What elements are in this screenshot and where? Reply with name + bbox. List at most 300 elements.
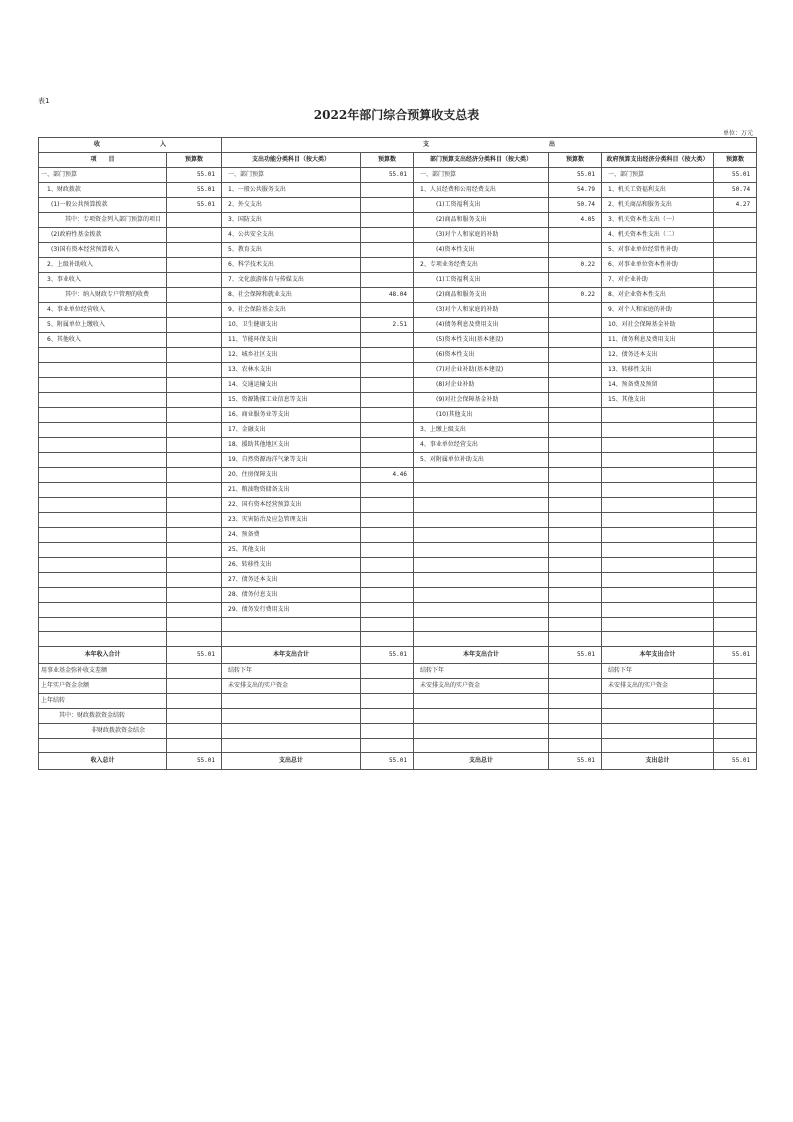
budget-value-cell: [167, 573, 222, 588]
item-label-cell: 支出总计: [222, 753, 361, 770]
item-label-cell: [39, 513, 167, 528]
column-header-row: [39, 153, 757, 168]
unit-label: 单位：万元: [722, 130, 753, 137]
budget-value-cell: [167, 632, 222, 646]
table-row: [39, 543, 757, 558]
table-tag: 表1: [38, 97, 50, 105]
budget-value-cell: [361, 723, 414, 738]
budget-value-cell: [714, 258, 757, 273]
item-label-cell: 一、部门预算: [414, 168, 549, 183]
item-label-cell: [414, 528, 549, 543]
budget-value-cell: [714, 618, 757, 632]
item-label-cell: 本年支出合计: [602, 646, 714, 663]
item-label-cell: 一、部门预算: [39, 168, 167, 183]
item-label-cell: [414, 708, 549, 723]
item-label-cell: (8)对企业补助: [414, 378, 549, 393]
table-row: [39, 408, 757, 423]
budget-value-cell: [549, 348, 602, 363]
table-row: [39, 258, 757, 273]
item-label-cell: 非财政拨款资金结余: [39, 723, 167, 738]
item-label-cell: 未安排支出的实户资金: [222, 678, 361, 693]
item-label-cell: [222, 693, 361, 708]
item-label-cell: 29、债务发行费用支出: [222, 603, 361, 618]
col-func-header: 支出功能分类科目（按大类）: [222, 153, 361, 168]
budget-value-cell: 55.01: [361, 168, 414, 183]
item-label-cell: [602, 693, 714, 708]
budget-value-cell: [361, 198, 414, 213]
budget-value-cell: [714, 723, 757, 738]
budget-value-cell: [549, 438, 602, 453]
table-row: [39, 663, 757, 678]
budget-value-cell: 2.51: [361, 318, 414, 333]
table-row: [39, 273, 757, 288]
item-label-cell: 1、人员经费和公用经费支出: [414, 183, 549, 198]
item-label-cell: 24、预备费: [222, 528, 361, 543]
budget-value-cell: [361, 363, 414, 378]
budget-value-cell: [714, 363, 757, 378]
budget-value-cell: [549, 708, 602, 723]
budget-value-cell: [167, 513, 222, 528]
budget-table: [38, 137, 757, 770]
budget-value-cell: [361, 498, 414, 513]
budget-value-cell: [361, 408, 414, 423]
budget-value-cell: [167, 738, 222, 752]
budget-value-cell: [714, 453, 757, 468]
budget-value-cell: [167, 273, 222, 288]
table-row: [39, 333, 757, 348]
budget-value-cell: [549, 632, 602, 646]
item-label-cell: [602, 528, 714, 543]
budget-value-cell: [167, 363, 222, 378]
budget-value-cell: [714, 632, 757, 646]
item-label-cell: 22、国有资本经营预算支出: [222, 498, 361, 513]
expense-group-header: 支 出: [222, 138, 757, 153]
item-label-cell: [222, 708, 361, 723]
table-row: [39, 213, 757, 228]
col-gov-econ-header: 政府预算支出经济分类科目（按大类）: [602, 153, 714, 168]
budget-value-cell: [549, 273, 602, 288]
table-row: [39, 723, 757, 738]
item-label-cell: 1、机关工资福利支出: [602, 183, 714, 198]
item-label-cell: 12、城乡社区支出: [222, 348, 361, 363]
budget-value-cell: [714, 348, 757, 363]
budget-value-cell: [167, 528, 222, 543]
budget-value-cell: [714, 603, 757, 618]
col-budget-header: 预算数: [549, 153, 602, 168]
item-label-cell: [414, 588, 549, 603]
budget-value-cell: [361, 333, 414, 348]
item-label-cell: 5、对事业单位经常性补助: [602, 243, 714, 258]
col-budget-header: 预算数: [714, 153, 757, 168]
item-label-cell: [39, 483, 167, 498]
budget-value-cell: [714, 498, 757, 513]
item-label-cell: [602, 453, 714, 468]
budget-value-cell: [714, 378, 757, 393]
budget-value-cell: [361, 663, 414, 678]
budget-value-cell: [167, 693, 222, 708]
item-label-cell: 28、债务付息支出: [222, 588, 361, 603]
item-label-cell: 11、节能环保支出: [222, 333, 361, 348]
table-row: [39, 303, 757, 318]
table-row: [39, 603, 757, 618]
item-label-cell: [39, 528, 167, 543]
col-item-header: 项 目: [39, 153, 167, 168]
item-label-cell: [602, 468, 714, 483]
budget-value-cell: [361, 303, 414, 318]
budget-value-cell: [361, 348, 414, 363]
item-label-cell: [222, 618, 361, 632]
item-label-cell: [602, 438, 714, 453]
budget-value-cell: 55.01: [714, 753, 757, 770]
item-label-cell: 7、文化旅游体育与传媒支出: [222, 273, 361, 288]
table-row: [39, 288, 757, 303]
budget-value-cell: 55.01: [714, 168, 757, 183]
item-label-cell: [602, 573, 714, 588]
table-row: [39, 618, 757, 632]
budget-value-cell: [361, 738, 414, 752]
item-label-cell: 其中：纳入财政专户管理的收费: [39, 288, 167, 303]
table-row: [39, 423, 757, 438]
item-label-cell: [602, 498, 714, 513]
budget-value-cell: [549, 543, 602, 558]
col-dept-econ-header: 部门预算支出经济分类科目（按大类）: [414, 153, 549, 168]
table-row: [39, 483, 757, 498]
item-label-cell: 2、机关商品和服务支出: [602, 198, 714, 213]
budget-value-cell: [167, 258, 222, 273]
budget-value-cell: [167, 603, 222, 618]
budget-value-cell: [361, 213, 414, 228]
budget-value-cell: [549, 318, 602, 333]
budget-value-cell: [167, 423, 222, 438]
item-label-cell: [602, 618, 714, 632]
budget-value-cell: 48.04: [361, 288, 414, 303]
item-label-cell: [39, 738, 167, 752]
item-label-cell: 13、转移性支出: [602, 363, 714, 378]
budget-value-cell: [714, 543, 757, 558]
table-row: [39, 348, 757, 363]
budget-value-cell: 55.01: [714, 646, 757, 663]
budget-value-cell: [167, 318, 222, 333]
budget-value-cell: [167, 348, 222, 363]
item-label-cell: 2、专项业务经费支出: [414, 258, 549, 273]
item-label-cell: [414, 632, 549, 646]
budget-value-cell: 54.79: [549, 183, 602, 198]
budget-value-cell: [167, 543, 222, 558]
item-label-cell: 一、部门预算: [222, 168, 361, 183]
table-row: [39, 588, 757, 603]
item-label-cell: (2)政府性基金拨款: [39, 228, 167, 243]
item-label-cell: 23、灾害防治及应急管理支出: [222, 513, 361, 528]
item-label-cell: 20、住房保障支出: [222, 468, 361, 483]
budget-value-cell: [361, 513, 414, 528]
budget-value-cell: [361, 588, 414, 603]
budget-value-cell: [549, 528, 602, 543]
budget-value-cell: [714, 288, 757, 303]
budget-value-cell: [549, 423, 602, 438]
item-label-cell: [39, 632, 167, 646]
table-row: [39, 183, 757, 198]
item-label-cell: [602, 588, 714, 603]
budget-value-cell: [167, 303, 222, 318]
budget-value-cell: [361, 528, 414, 543]
item-label-cell: 支出总计: [602, 753, 714, 770]
budget-value-cell: [361, 632, 414, 646]
table-row: [39, 453, 757, 468]
item-label-cell: [414, 738, 549, 752]
budget-value-cell: [714, 588, 757, 603]
budget-value-cell: [549, 678, 602, 693]
grand-total-row: [39, 753, 757, 770]
item-label-cell: 结转下年: [222, 663, 361, 678]
item-label-cell: [602, 513, 714, 528]
item-label-cell: [414, 693, 549, 708]
item-label-cell: (3)国有资本经营预算收入: [39, 243, 167, 258]
budget-value-cell: [714, 708, 757, 723]
budget-value-cell: [549, 483, 602, 498]
table-row: [39, 528, 757, 543]
budget-value-cell: [361, 228, 414, 243]
item-label-cell: [39, 618, 167, 632]
budget-value-cell: [549, 618, 602, 632]
item-label-cell: [39, 603, 167, 618]
budget-value-cell: [714, 273, 757, 288]
budget-value-cell: [167, 378, 222, 393]
item-label-cell: 9、社会保险基金支出: [222, 303, 361, 318]
item-label-cell: (10)其他支出: [414, 408, 549, 423]
item-label-cell: 8、社会保障和就业支出: [222, 288, 361, 303]
item-label-cell: [39, 498, 167, 513]
item-label-cell: 上年实户资金余额: [39, 678, 167, 693]
budget-value-cell: [361, 573, 414, 588]
item-label-cell: [39, 468, 167, 483]
budget-value-cell: 55.01: [167, 646, 222, 663]
budget-value-cell: [714, 738, 757, 752]
budget-value-cell: 4.27: [714, 198, 757, 213]
item-label-cell: 10、卫生健康支出: [222, 318, 361, 333]
budget-value-cell: [714, 513, 757, 528]
table-row: [39, 738, 757, 752]
budget-value-cell: 0.22: [549, 258, 602, 273]
budget-value-cell: [167, 213, 222, 228]
table-row: [39, 513, 757, 528]
item-label-cell: (1)工资福利支出: [414, 198, 549, 213]
budget-value-cell: [549, 303, 602, 318]
budget-value-cell: [549, 738, 602, 752]
item-label-cell: [39, 363, 167, 378]
item-label-cell: [602, 543, 714, 558]
budget-value-cell: [361, 678, 414, 693]
budget-value-cell: [549, 453, 602, 468]
item-label-cell: 6、其他收入: [39, 333, 167, 348]
item-label-cell: 4、事业单位经营收入: [39, 303, 167, 318]
item-label-cell: [39, 558, 167, 573]
item-label-cell: 2、上级补助收入: [39, 258, 167, 273]
item-label-cell: [602, 723, 714, 738]
item-label-cell: 5、附属单位上缴收入: [39, 318, 167, 333]
item-label-cell: [39, 543, 167, 558]
budget-value-cell: [714, 408, 757, 423]
item-label-cell: 本年支出合计: [414, 646, 549, 663]
table-row: [39, 198, 757, 213]
table-row: [39, 678, 757, 693]
budget-value-cell: [714, 468, 757, 483]
item-label-cell: 2、外交支出: [222, 198, 361, 213]
budget-value-cell: 55.01: [361, 753, 414, 770]
budget-value-cell: [714, 228, 757, 243]
budget-value-cell: [361, 378, 414, 393]
budget-value-cell: [167, 618, 222, 632]
item-label-cell: 4、机关资本性支出（二）: [602, 228, 714, 243]
item-label-cell: [39, 573, 167, 588]
item-label-cell: 5、教育支出: [222, 243, 361, 258]
item-label-cell: [39, 588, 167, 603]
budget-value-cell: 55.01: [167, 753, 222, 770]
item-label-cell: (2)商品和服务支出: [414, 213, 549, 228]
table-row: [39, 168, 757, 183]
item-label-cell: 1、一般公共服务支出: [222, 183, 361, 198]
budget-value-cell: [714, 393, 757, 408]
budget-value-cell: [549, 243, 602, 258]
table-row: [39, 243, 757, 258]
item-label-cell: 4、公共安全支出: [222, 228, 361, 243]
table-row: [39, 558, 757, 573]
budget-value-cell: [361, 423, 414, 438]
item-label-cell: [39, 453, 167, 468]
item-label-cell: [414, 468, 549, 483]
table-row: [39, 573, 757, 588]
budget-value-cell: [549, 693, 602, 708]
budget-value-cell: [167, 723, 222, 738]
budget-value-cell: [167, 588, 222, 603]
item-label-cell: [39, 348, 167, 363]
item-label-cell: 本年支出合计: [222, 646, 361, 663]
budget-value-cell: [549, 468, 602, 483]
item-label-cell: 5、对附属单位补助支出: [414, 453, 549, 468]
item-label-cell: [222, 632, 361, 646]
budget-value-cell: [714, 693, 757, 708]
item-label-cell: 8、对企业资本性支出: [602, 288, 714, 303]
item-label-cell: 10、对社会保障基金补助: [602, 318, 714, 333]
item-label-cell: [39, 378, 167, 393]
budget-value-cell: [361, 708, 414, 723]
budget-value-cell: [167, 228, 222, 243]
budget-value-cell: 50.74: [714, 183, 757, 198]
group-header-row: [39, 138, 757, 153]
item-label-cell: [602, 408, 714, 423]
budget-value-cell: [714, 333, 757, 348]
item-label-cell: 用事业基金弥补收支差额: [39, 663, 167, 678]
item-label-cell: (1)一般公共预算拨款: [39, 198, 167, 213]
budget-value-cell: [167, 453, 222, 468]
budget-value-cell: [361, 453, 414, 468]
budget-value-cell: [361, 183, 414, 198]
budget-value-cell: [549, 498, 602, 513]
item-label-cell: (4)资本性支出: [414, 243, 549, 258]
item-label-cell: [414, 543, 549, 558]
table-row: [39, 693, 757, 708]
budget-value-cell: 55.01: [167, 168, 222, 183]
budget-value-cell: [714, 558, 757, 573]
item-label-cell: 上年结转: [39, 693, 167, 708]
item-label-cell: 26、转移性支出: [222, 558, 361, 573]
budget-value-cell: [549, 408, 602, 423]
item-label-cell: [39, 438, 167, 453]
item-label-cell: [39, 408, 167, 423]
budget-value-cell: [167, 483, 222, 498]
item-label-cell: 一、部门预算: [602, 168, 714, 183]
item-label-cell: 3、事业收入: [39, 273, 167, 288]
item-label-cell: 11、债务利息及费用支出: [602, 333, 714, 348]
item-label-cell: [39, 423, 167, 438]
budget-value-cell: [549, 378, 602, 393]
item-label-cell: 3、国防支出: [222, 213, 361, 228]
table-row: [39, 632, 757, 646]
table-row: [39, 378, 757, 393]
budget-value-cell: [714, 213, 757, 228]
item-label-cell: [222, 723, 361, 738]
item-label-cell: 收入总计: [39, 753, 167, 770]
item-label-cell: [602, 738, 714, 752]
item-label-cell: 14、预备费及预留: [602, 378, 714, 393]
budget-value-cell: [549, 588, 602, 603]
budget-value-cell: [167, 243, 222, 258]
col-budget-header: 预算数: [361, 153, 414, 168]
year-total-row: [39, 646, 757, 663]
budget-value-cell: [549, 393, 602, 408]
item-label-cell: [414, 573, 549, 588]
item-label-cell: (3)对个人和家庭的补助: [414, 303, 549, 318]
table-row: [39, 228, 757, 243]
item-label-cell: 21、粮油物资储备支出: [222, 483, 361, 498]
budget-value-cell: [361, 603, 414, 618]
table-row: [39, 468, 757, 483]
item-label-cell: 结转下年: [602, 663, 714, 678]
item-label-cell: 6、科学技术支出: [222, 258, 361, 273]
item-label-cell: 其中：财政拨款资金结转: [39, 708, 167, 723]
item-label-cell: 7、对企业补助: [602, 273, 714, 288]
item-label-cell: [414, 498, 549, 513]
budget-value-cell: [167, 468, 222, 483]
budget-value-cell: [549, 573, 602, 588]
item-label-cell: 17、金融支出: [222, 423, 361, 438]
budget-value-cell: [361, 273, 414, 288]
page-title: 2022年部门综合预算收支总表: [313, 108, 480, 122]
budget-value-cell: [549, 333, 602, 348]
item-label-cell: 3、上缴上级支出: [414, 423, 549, 438]
item-label-cell: 18、援助其他地区支出: [222, 438, 361, 453]
budget-value-cell: [361, 543, 414, 558]
budget-value-cell: [361, 438, 414, 453]
budget-value-cell: [361, 618, 414, 632]
table-row: [39, 318, 757, 333]
budget-value-cell: [167, 288, 222, 303]
budget-value-cell: [167, 498, 222, 513]
budget-value-cell: [361, 243, 414, 258]
budget-value-cell: [549, 723, 602, 738]
table-row: [39, 438, 757, 453]
item-label-cell: 27、债务还本支出: [222, 573, 361, 588]
item-label-cell: 其中：专项资金列入部门预算的项目: [39, 213, 167, 228]
budget-value-cell: [714, 318, 757, 333]
item-label-cell: 4、事业单位经营支出: [414, 438, 549, 453]
budget-value-cell: 4.05: [549, 213, 602, 228]
budget-value-cell: [167, 438, 222, 453]
item-label-cell: (2)商品和服务支出: [414, 288, 549, 303]
budget-value-cell: [361, 393, 414, 408]
item-label-cell: [414, 618, 549, 632]
budget-value-cell: [167, 663, 222, 678]
budget-value-cell: [714, 678, 757, 693]
